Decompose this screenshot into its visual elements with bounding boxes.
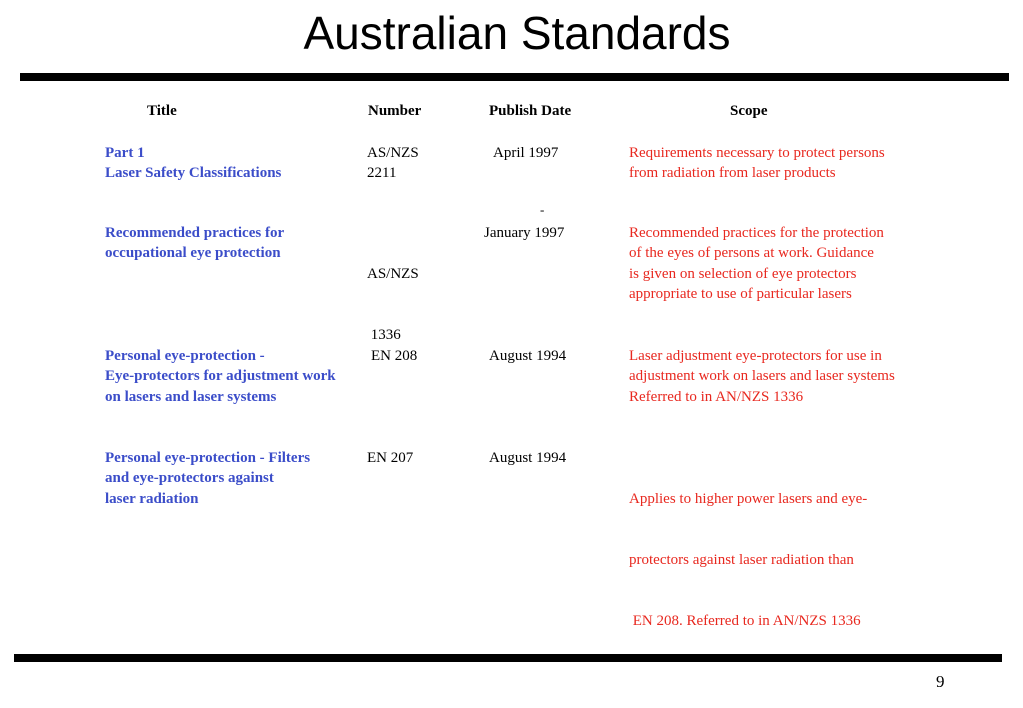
header-publish-date: Publish Date	[489, 103, 572, 119]
header-title: Title	[147, 103, 177, 119]
row-3-number: EN 208	[371, 348, 418, 364]
row-1-number: AS/NZS 2211	[367, 145, 419, 182]
row-4-scope: Applies to higher power lasers and eye- protectors against laser radiation than EN 208. Referred to in AN/NZS 1336	[629, 490, 868, 630]
row-4-date: August 1994	[489, 450, 567, 466]
row-2-title: Recommended practices for occupational eye protection	[105, 225, 285, 262]
slide-title: Australian Standards	[303, 7, 731, 59]
row-2-date-mark: -	[540, 202, 545, 217]
row-4-number: EN 207	[367, 450, 414, 466]
header-scope: Scope	[730, 103, 768, 119]
row-2-date: January 1997	[484, 225, 565, 241]
row-2-number: AS/NZS 1336	[367, 265, 419, 344]
row-3-title: Personal eye-protection - Eye-protectors for adjustment work on lasers and laser systems	[105, 348, 336, 405]
page-number: 9	[936, 672, 945, 691]
row-4-title: Personal eye-protection - Filters and eye-protectors against laser radiation	[105, 450, 311, 507]
row-2-scope: Recommended practices for the protection of the eyes of persons at work. Guidance is given on selection of eye protectors appropriate to use of particular lasers	[629, 225, 884, 303]
top-divider	[20, 73, 1009, 81]
row-1-scope: Requirements necessary to protect persons from radiation from laser products	[629, 145, 885, 182]
row-3-scope: Laser adjustment eye-protectors for use in adjustment work on lasers and laser systems Referred to in AN/NZS 1336	[629, 348, 895, 405]
row-3-date: August 1994	[489, 348, 567, 364]
row-1-date: April 1997	[493, 145, 559, 161]
bottom-divider	[14, 654, 1002, 662]
header-number: Number	[368, 103, 422, 119]
row-1-title: Part 1 Laser Safety Classifications	[105, 145, 282, 182]
